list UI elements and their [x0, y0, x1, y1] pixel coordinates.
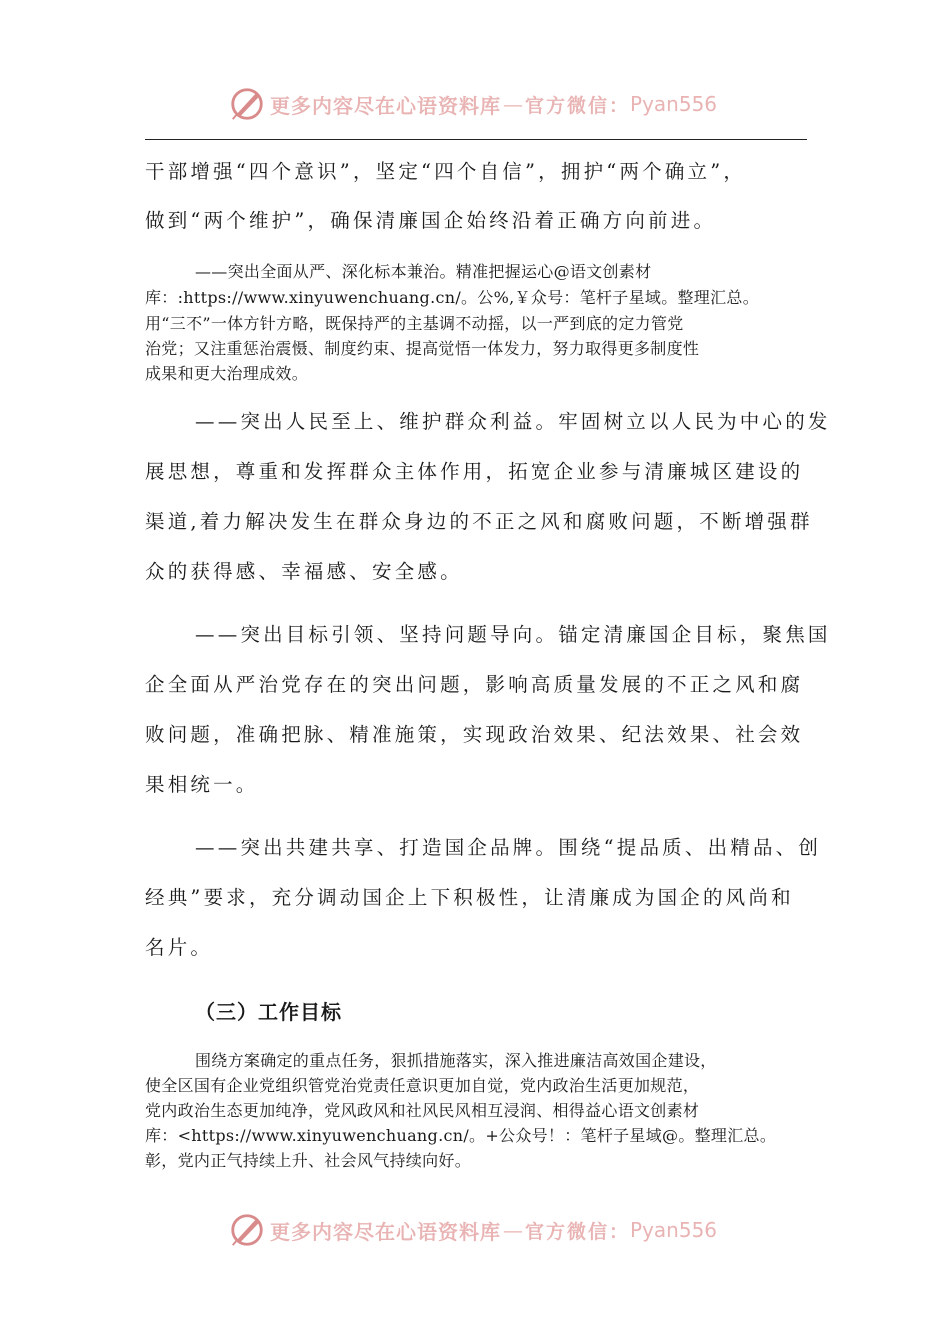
body-line: 展思想，尊重和发挥群众主体作用，拓宽企业参与清廉城区建设的 — [145, 460, 804, 483]
small-line: 党内政治生态更加纯净，党风政风和社风民风相互浸润、相得益心语文创素材 — [145, 1101, 700, 1120]
body-line: 渠道,着力解决发生在群众身边的不正之风和腐败问题，不断增强群 — [145, 510, 813, 533]
small-line: 彰，党内正气持续上升、社会风气持续向好。 — [145, 1151, 472, 1170]
body-line: 果相统一。 — [145, 773, 259, 796]
body-line: 做到“两个维护”，确保清廉国企始终沿着正确方向前进。 — [145, 209, 717, 232]
small-line: ——突出全面从严、深化标本兼治。精准把握运心@语文创素材 — [195, 262, 652, 281]
small-line: 库：:https://www.xinyuwenchuang.cn/。公%,￥众号：笔杆子星域。整理汇总。 — [145, 288, 759, 307]
small-line: 围绕方案确定的重点任务，狠抓措施落实，深入推进廉洁高效国企建设， — [195, 1051, 717, 1070]
body-line: 经典”要求，充分调动国企上下积极性，让清廉成为国企的风尚和 — [145, 886, 794, 909]
watermark-separator: — — [503, 1218, 523, 1242]
watermark-wechat-label: 官方微信： — [525, 1220, 631, 1243]
small-line: 库：<https://www.xinyuwenchuang.cn/。+公众号！：笔杆子星域@。整理汇总。 — [145, 1126, 777, 1145]
quill-logo-icon — [228, 85, 266, 123]
quill-logo-icon — [228, 1211, 266, 1249]
watermark-slogan: 更多内容尽在心语资料库 — [270, 1219, 501, 1244]
small-line: 使全区国有企业党组织管党治党责任意识更加自觉，党内政治生活更加规范， — [145, 1076, 700, 1095]
small-line: 成果和更大治理成效。 — [145, 364, 309, 383]
body-line: 名片。 — [145, 936, 214, 959]
watermark-separator: — — [503, 92, 523, 116]
small-line: 治党；又注重惩治震慑、制度约束、提高觉悟一体发力，努力取得更多制度性 — [145, 339, 700, 358]
watermark-slogan: 更多内容尽在心语资料库 — [270, 93, 501, 118]
body-line: 干部增强“四个意识”，坚定“四个自信”，拥护“两个确立”， — [145, 160, 747, 183]
body-line: ——突出目标引领、坚持问题导向。锚定清廉国企目标，聚焦国 — [195, 623, 831, 646]
watermark-wechat-id: Pyan556 — [630, 92, 718, 116]
small-line: 用“三不”一体方针方略，既保持严的主基调不动摇，以一严到底的定力管党 — [145, 314, 684, 333]
body-line: ——突出共建共享、打造国企品牌。围绕“提品质、出精品、创 — [195, 836, 822, 859]
watermark-wechat-id: Pyan556 — [630, 1218, 718, 1242]
body-line: 败问题，准确把脉、精准施策，实现政治效果、纪法效果、社会效 — [145, 723, 804, 746]
section-heading: （三）工作目标 — [195, 1000, 342, 1024]
footer-watermark — [228, 1210, 748, 1250]
header-divider — [145, 139, 807, 140]
body-line: 企全面从严治党存在的突出问题，影响高质量发展的不正之风和腐 — [145, 673, 804, 696]
body-line: ——突出人民至上、维护群众利益。牢固树立以人民为中心的发 — [195, 410, 831, 433]
header-watermark — [228, 84, 748, 124]
body-line: 众的获得感、幸福感、安全感。 — [145, 560, 463, 583]
watermark-wechat-label: 官方微信： — [525, 94, 631, 117]
